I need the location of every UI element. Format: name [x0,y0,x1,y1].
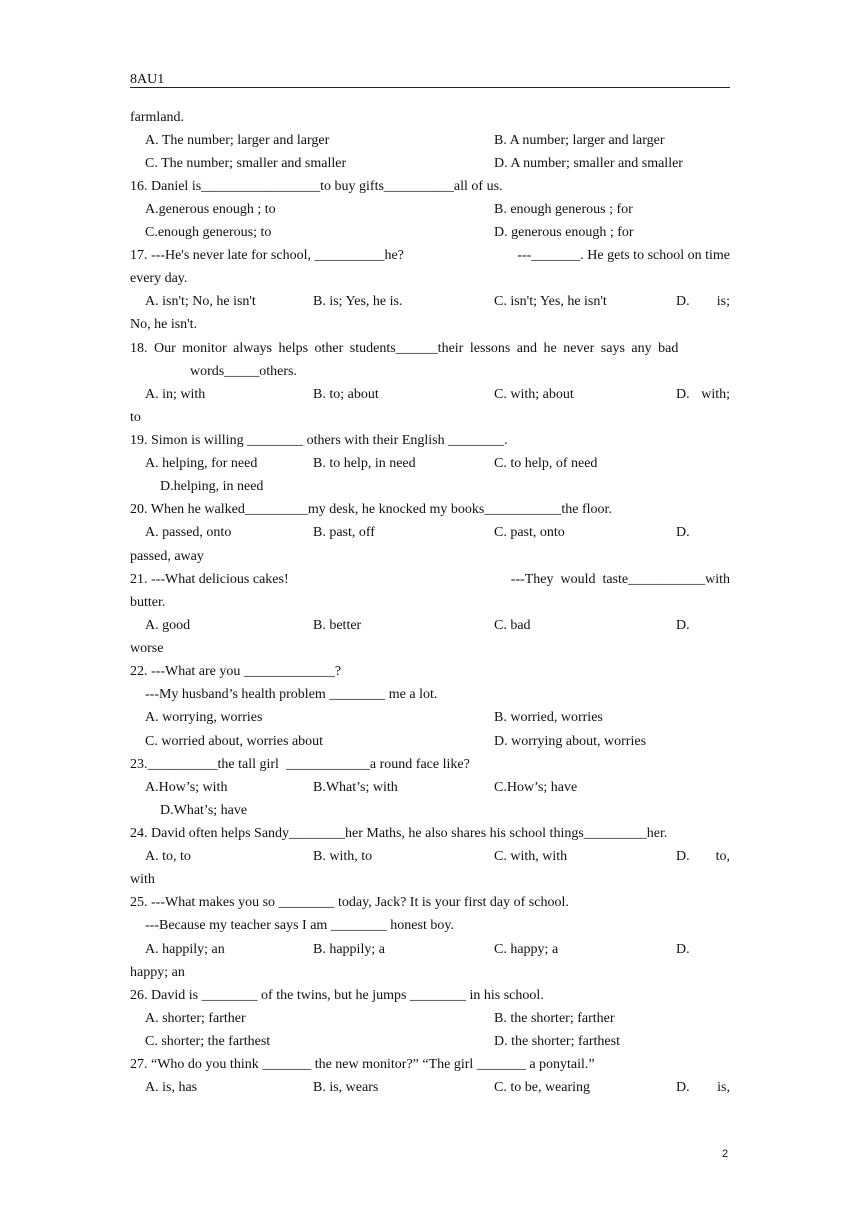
option-27d-label: D. [676,1080,690,1095]
option-20d-text: passed, away [130,549,204,564]
question-18: 18. Our monitor always helps other students______their lessons and he never says any bad [130,341,679,356]
option-22c: C. worried about, worries about [145,734,324,749]
option-15d: D. A number; smaller and smaller [494,156,683,171]
question-25-response: ---Because my teacher says I am ________ honest boy. [145,918,454,933]
option-24d-text: to, [715,849,730,864]
option-22b: B. worried, worries [494,710,603,725]
option-19b: B. to help, in need [313,456,416,471]
option-26c: C. shorter; the farthest [145,1034,271,1049]
option-25d-text: happy; an [130,965,185,980]
option-16c: C.enough generous; to [145,225,272,240]
page-number: 2 [722,1148,729,1160]
option-26a: A. shorter; farther [145,1011,246,1026]
question-21-response: ---They would taste___________with [510,572,730,587]
option-18a: A. in; with [145,387,206,402]
option-17c: C. isn't; Yes, he isn't [494,294,607,309]
question-19: 19. Simon is willing ________ others with their English ________. [130,433,508,448]
question-21-cont: butter. [130,595,166,610]
page-header-title: 8AU1 [130,72,165,87]
question-27: 27. “Who do you think _______ the new monitor?” “The girl _______ a ponytail.” [130,1057,595,1072]
option-23a: A.How’s; with [145,780,228,795]
option-23c: C.How’s; have [494,780,578,795]
option-20a: A. passed, onto [145,525,232,540]
option-17d-label: D. [676,294,690,309]
question-22-response: ---My husband’s health problem ________ me a lot. [145,687,438,702]
header-rule [130,87,730,88]
question-21: 21. ---What delicious cakes! [130,572,289,587]
option-18b: B. to; about [313,387,379,402]
option-20d-label: D. [676,525,690,540]
option-21b: B. better [313,618,362,633]
question-17-cont: every day. [130,271,188,286]
question-16: 16. Daniel is_________________to buy gifts__________all of us. [130,179,503,194]
option-24d-cont: with [130,872,155,887]
option-20c: C. past, onto [494,525,565,540]
option-18d-text: with; [701,387,730,402]
option-17d-cont: No, he isn't. [130,317,198,332]
option-25c: C. happy; a [494,942,559,957]
option-20b: B. past, off [313,525,375,540]
question-15-tail: farmland. [130,110,185,125]
option-27c: C. to be, wearing [494,1080,591,1095]
option-24c: C. with, with [494,849,568,864]
option-15c: C. The number; smaller and smaller [145,156,347,171]
option-17b: B. is; Yes, he is. [313,294,403,309]
option-22a: A. worrying, worries [145,710,263,725]
option-24b: B. with, to [313,849,373,864]
option-23b: B.What’s; with [313,780,398,795]
option-21c: C. bad [494,618,531,633]
option-16d: D. generous enough ; for [494,225,634,240]
question-26: 26. David is ________ of the twins, but he jumps ________ in his school. [130,988,544,1003]
option-26b: B. the shorter; farther [494,1011,615,1026]
option-25b: B. happily; a [313,942,385,957]
option-27b: B. is, wears [313,1080,379,1095]
question-18-cont: words_____others. [190,364,297,379]
question-17: 17. ---He's never late for school, __________he? [130,248,404,263]
option-16b: B. enough generous ; for [494,202,633,217]
option-18d-cont: to [130,410,141,425]
option-17a: A. isn't; No, he isn't [145,294,256,309]
option-21d-label: D. [676,618,690,633]
option-15b: B. A number; larger and larger [494,133,665,148]
option-24a: A. to, to [145,849,191,864]
question-17-response: ---_______. He gets to school on time [517,248,730,263]
option-19d: D.helping, in need [160,479,264,494]
option-18d-label: D. [676,387,690,402]
option-21a: A. good [145,618,191,633]
option-15a: A. The number; larger and larger [145,133,330,148]
option-16a: A.generous enough ; to [145,202,276,217]
option-27d-text: is, [717,1080,730,1095]
option-25d-label: D. [676,942,690,957]
option-17d-text: is; [716,294,730,309]
option-24d-label: D. [676,849,690,864]
question-22: 22. ---What are you _____________? [130,664,342,679]
option-21d-text: worse [130,641,164,656]
question-20: 20. When he walked_________my desk, he knocked my books___________the floor. [130,502,612,517]
option-19a: A. helping, for need [145,456,258,471]
option-27a: A. is, has [145,1080,198,1095]
option-23d: D.What’s; have [160,803,248,818]
option-22d: D. worrying about, worries [494,734,647,749]
question-25: 25. ---What makes you so ________ today, Jack? It is your first day of school. [130,895,569,910]
question-24: 24. David often helps Sandy________her Maths, he also shares his school things_________her. [130,826,668,841]
option-19c: C. to help, of need [494,456,598,471]
option-26d: D. the shorter; farthest [494,1034,620,1049]
question-23: 23.__________the tall girl ____________a round face like? [130,757,470,772]
option-18c: C. with; about [494,387,574,402]
option-25a: A. happily; an [145,942,225,957]
